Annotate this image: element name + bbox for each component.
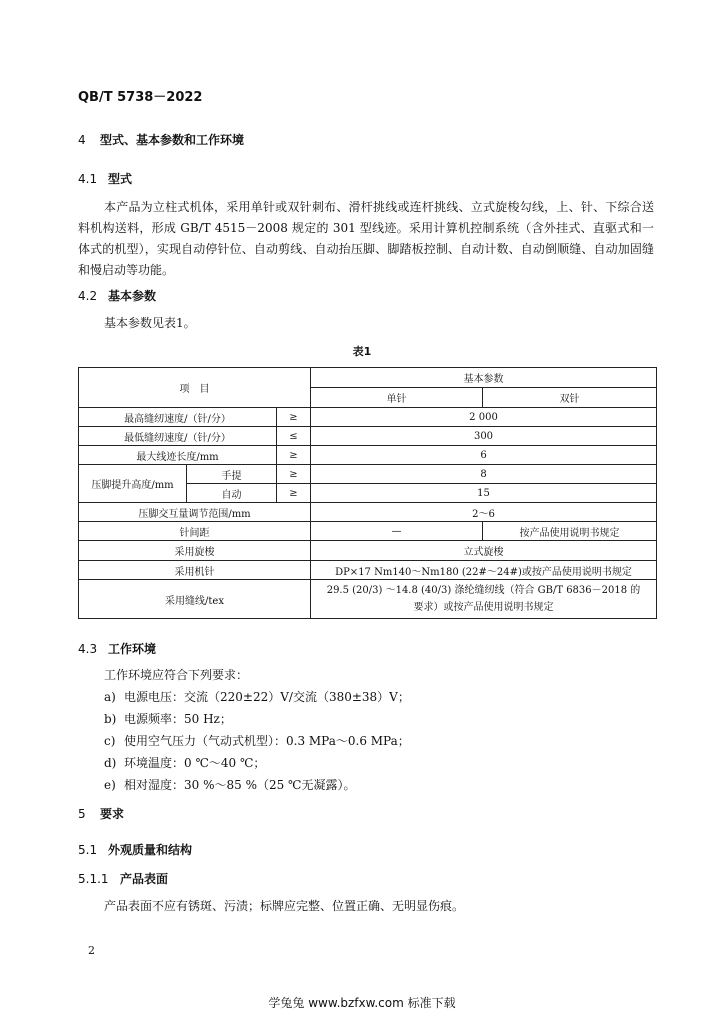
list-text: 电源电压：交流（220±22）V/交流（380±38）V； (124, 690, 410, 704)
list-label: d) (104, 756, 117, 770)
section-title: 基本参数 (108, 289, 157, 303)
section-5-1-heading (78, 841, 192, 858)
section-title: 产品表面 (120, 872, 169, 886)
list-text: 电源频率：50 Hz； (124, 712, 232, 726)
row-symbol: ≤ (277, 427, 311, 446)
list-text: 环境温度：0 ℃～40 ℃； (124, 756, 266, 770)
section-4-1-body (78, 197, 654, 281)
row-label: 采用缝线/tex (79, 580, 311, 619)
row-symbol: ≥ (277, 408, 311, 427)
table-row (79, 561, 657, 580)
section-title: 工作环境 (108, 642, 157, 656)
list-item (104, 710, 232, 727)
table-header-single: 单针 (311, 388, 483, 408)
page-number: 2 (88, 944, 95, 957)
table-row (79, 427, 657, 446)
section-4-1-heading (78, 170, 132, 187)
row-value-double: 按产品使用说明书规定 (483, 522, 657, 541)
parameters-table (78, 367, 657, 619)
list-item (104, 754, 265, 771)
table-row (79, 408, 657, 427)
paragraph: 本产品为立柱式机体，采用单针或双针刺布、滑杆挑线或连杆挑线、立式旋梭勾线，上、针、下综合送料机构送料，形成 GB/T 4515－2008 规定的 301 型线迹。采用计算机控制系统（含外挂式、直驱式和一体式的机型），实现自动停针位、自动剪线、自动抬压脚、脚踏板控制、自动计数、自动倒顺缝、自动加固缝和慢启动等功能。 (78, 200, 654, 277)
section-title: 型式 (108, 172, 133, 186)
table-row (79, 541, 657, 561)
list-label: e) (104, 778, 116, 792)
row-label: 采用旋梭 (79, 541, 311, 561)
section-5-1-1-heading (78, 870, 168, 887)
row-value-line: 要求）或按产品使用说明书规定 (413, 602, 554, 613)
section-number: 4.3 (78, 642, 98, 656)
section-number: 4.2 (78, 289, 98, 303)
section-4-heading (78, 131, 244, 148)
row-label: 压脚交互量调节范围/mm (79, 503, 311, 522)
section-number: 5 (78, 807, 86, 821)
list-label: c) (104, 734, 116, 748)
list-label: a) (104, 690, 116, 704)
standard-code: QB/T 5738－2022 (78, 90, 203, 105)
row-label: 最大线迹长度/mm (79, 446, 277, 465)
table-row (79, 503, 657, 522)
row-value-line: 29.5 (20/3) ～14.8 (40/3) 涤纶缝纫线（符合 GB/T 6836－2018 的 (326, 585, 641, 596)
section-number: 5.1 (78, 843, 98, 857)
section-5-1-1-body: 产品表面不应有锈斑、污渍；标牌应完整、位置正确、无明显伤痕。 (104, 899, 465, 913)
row-value: 立式旋梭 (311, 541, 657, 561)
section-number: 4 (78, 133, 86, 147)
section-4-3-intro: 工作环境应符合下列要求： (104, 668, 249, 682)
section-4-3-heading (78, 640, 156, 657)
table-row (79, 580, 657, 619)
row-label: 压脚提升高度/mm (79, 465, 187, 503)
row-label: 最高缝纫速度/（针/分） (79, 408, 277, 427)
table-header-double: 双针 (483, 388, 657, 408)
row-label: 最低缝纫速度/（针/分） (79, 427, 277, 446)
row-sublabel: 手提 (187, 465, 277, 484)
row-value (311, 580, 657, 619)
section-number: 4.1 (78, 172, 98, 186)
list-label: b) (104, 712, 117, 726)
row-value: 2 000 (311, 408, 657, 427)
table-caption: 表1 (352, 345, 372, 358)
row-label: 针间距 (79, 522, 311, 541)
section-4-2-body: 基本参数见表1。 (104, 316, 196, 330)
table-row (79, 522, 657, 541)
section-title: 要求 (100, 807, 125, 821)
table-header-params: 基本参数 (311, 368, 657, 388)
section-4-2-heading (78, 287, 156, 304)
list-text: 使用空气压力（气动式机型）：0.3 MPa～0.6 MPa； (124, 734, 410, 748)
row-value: 8 (311, 465, 657, 484)
table-header-item: 项 目 (79, 368, 311, 408)
row-symbol: ≥ (277, 484, 311, 503)
row-value: 300 (311, 427, 657, 446)
row-label: 采用机针 (79, 561, 311, 580)
row-value: DP×17 Nm140～Nm180 (22#～24#)或按产品使用说明书规定 (311, 561, 657, 580)
row-value: 15 (311, 484, 657, 503)
list-item (104, 776, 355, 793)
row-value: 2～6 (311, 503, 657, 522)
list-item (104, 732, 410, 749)
section-title: 外观质量和结构 (108, 843, 193, 857)
section-title: 型式、基本参数和工作环境 (100, 133, 245, 147)
section-number: 5.1.1 (78, 872, 109, 886)
table-row (79, 446, 657, 465)
site-watermark: 学兔兔 www.bzfxw.com 标准下载 (268, 996, 456, 1010)
table-row (79, 465, 657, 484)
list-text: 相对湿度：30 %～85 %（25 ℃无凝露）。 (124, 778, 356, 792)
section-5-heading (78, 805, 124, 822)
row-symbol: ≥ (277, 446, 311, 465)
row-sublabel: 自动 (187, 484, 277, 503)
list-item (104, 688, 410, 705)
row-value-single: — (311, 522, 483, 541)
row-value: 6 (311, 446, 657, 465)
row-symbol: ≥ (277, 465, 311, 484)
